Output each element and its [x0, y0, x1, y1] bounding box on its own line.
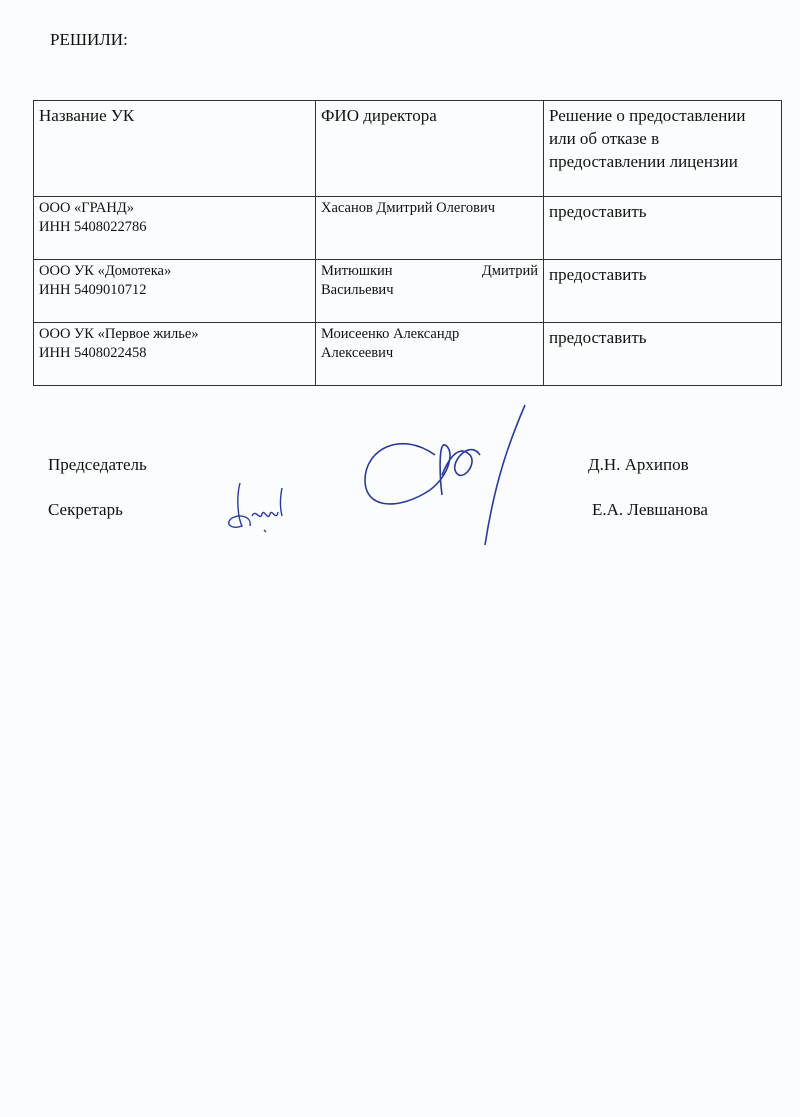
company-cell — [34, 323, 316, 386]
chair-label: Председатель — [48, 455, 147, 474]
table-header-row — [34, 101, 782, 197]
signature-stroke — [365, 405, 525, 545]
company-name: ООО УК «Домотека» — [39, 263, 172, 279]
director-surname: Митюшкин — [321, 263, 393, 279]
decision-cell: предоставить — [544, 323, 782, 386]
company-name: ООО УК «Первое жилье» — [39, 326, 199, 342]
company-inn: ИНН 5409010712 — [39, 282, 147, 298]
director-cell — [316, 197, 544, 260]
secretary-signature — [222, 478, 292, 538]
director-name-line — [321, 262, 538, 281]
director-firstname: Дмитрий — [481, 263, 538, 279]
header-director: ФИО директора — [316, 101, 544, 197]
secretary-name: Е.А. Левшанова — [592, 500, 708, 519]
director-name: Хасанов Дмитрий Олегович — [321, 200, 496, 216]
table-row — [34, 260, 782, 323]
header-company: Название УК — [34, 101, 316, 197]
company-inn: ИНН 5408022458 — [39, 345, 147, 361]
chair-signature — [360, 400, 540, 550]
company-inn: ИНН 5408022786 — [39, 219, 147, 235]
director-name: Моисеенко Александр — [321, 326, 460, 342]
director-patronymic: Алексеевич — [321, 345, 394, 361]
decision-cell: предоставить — [544, 260, 782, 323]
table-row — [34, 197, 782, 260]
director-cell — [316, 323, 544, 386]
decision-cell: предоставить — [544, 197, 782, 260]
header-decision: Решение о предоставлении или об отказе в предоставлении лицензии — [544, 101, 782, 197]
company-cell — [34, 197, 316, 260]
company-name: ООО «ГРАНД» — [39, 200, 134, 216]
secretary-label: Секретарь — [48, 500, 123, 519]
signature-stroke — [229, 483, 282, 532]
director-patronymic: Васильевич — [321, 282, 394, 298]
chair-name: Д.Н. Архипов — [588, 455, 689, 474]
company-cell — [34, 260, 316, 323]
director-cell — [316, 260, 544, 323]
table-row — [34, 323, 782, 386]
decision-table — [33, 100, 782, 386]
section-heading: РЕШИЛИ: — [50, 30, 128, 49]
